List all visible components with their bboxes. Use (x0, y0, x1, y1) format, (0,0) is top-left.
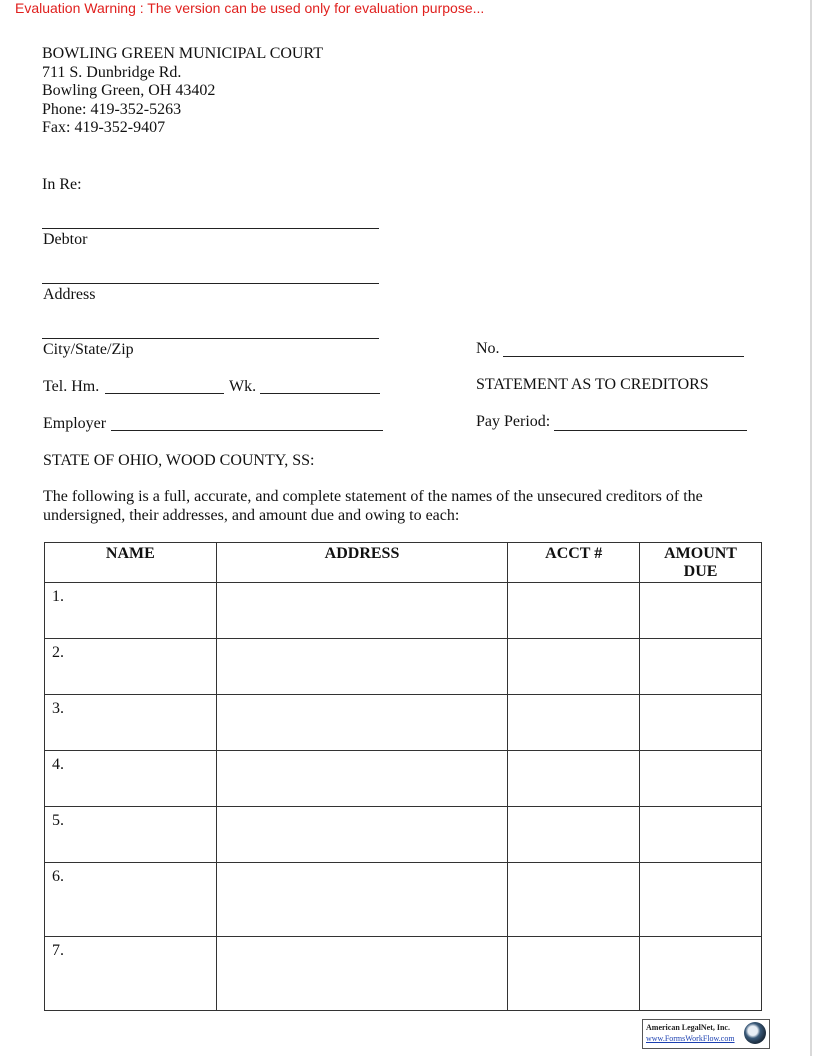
row-amount-cell[interactable] (640, 863, 762, 937)
row-address-cell[interactable] (216, 751, 508, 807)
row-name-cell[interactable]: 2. (45, 639, 217, 695)
globe-logo-icon (744, 1022, 766, 1044)
row-amount-cell[interactable] (640, 583, 762, 639)
row-amount-cell[interactable] (640, 937, 762, 1011)
row-address-cell[interactable] (216, 583, 508, 639)
tel-work-label: Wk. (229, 378, 257, 395)
pay-period-line[interactable] (554, 430, 747, 431)
forms-workflow-badge[interactable] (642, 1019, 770, 1049)
city-state-zip-line[interactable] (42, 338, 379, 339)
statement-paragraph: The following is a full, accurate, and complete statement of the names of the unsecured creditors of the undersigned, their addresses, and amount due and owing to each: (43, 488, 703, 524)
table-row (45, 751, 762, 807)
row-address-cell[interactable] (216, 863, 508, 937)
row-name-cell[interactable]: 3. (45, 695, 217, 751)
court-city: Bowling Green, OH 43402 (42, 82, 216, 100)
creditors-table (44, 542, 762, 1011)
row-acct-cell[interactable] (508, 807, 640, 863)
court-name: BOWLING GREEN MUNICIPAL COURT (42, 45, 323, 62)
table-row (45, 695, 762, 751)
row-name-cell[interactable]: 4. (45, 751, 217, 807)
employer-label: Employer (43, 415, 107, 432)
court-phone: Phone: 419-352-5263 (42, 100, 182, 118)
row-address-cell[interactable] (216, 937, 508, 1011)
court-street: 711 S. Dunbridge Rd. (42, 63, 182, 81)
row-amount-cell[interactable] (640, 751, 762, 807)
pay-period-label: Pay Period: (476, 413, 551, 430)
court-header (42, 45, 323, 138)
header-due: DUE (683, 563, 718, 580)
header-amount: AMOUNT (664, 545, 737, 562)
header-acct: ACCT # (508, 543, 640, 583)
employer-line[interactable] (111, 430, 383, 431)
tel-work-line[interactable] (260, 393, 380, 394)
debtor-label: Debtor (43, 231, 88, 248)
evaluation-warning: Evaluation Warning : The version can be used only for evaluation purpose... (15, 0, 485, 16)
row-acct-cell[interactable] (508, 937, 640, 1011)
row-amount-cell[interactable] (640, 639, 762, 695)
header-name: NAME (45, 543, 217, 583)
table-row (45, 863, 762, 937)
debtor-line[interactable] (42, 228, 379, 229)
row-address-cell[interactable] (216, 639, 508, 695)
row-acct-cell[interactable] (508, 863, 640, 937)
scrollbar[interactable] (810, 0, 812, 1056)
document-title: STATEMENT AS TO CREDITORS (476, 376, 709, 393)
tel-home-label: Tel. Hm. (43, 378, 100, 395)
table-row (45, 639, 762, 695)
in-re-label: In Re: (42, 176, 82, 193)
tel-home-line[interactable] (105, 393, 224, 394)
address-line[interactable] (42, 283, 379, 284)
case-number-label: No. (476, 340, 500, 357)
court-fax: Fax: 419-352-9407 (42, 119, 166, 137)
case-number-line[interactable] (503, 356, 744, 357)
row-name-cell[interactable]: 6. (45, 863, 217, 937)
row-name-cell[interactable]: 5. (45, 807, 217, 863)
row-amount-cell[interactable] (640, 695, 762, 751)
row-acct-cell[interactable] (508, 751, 640, 807)
row-acct-cell[interactable] (508, 639, 640, 695)
table-row (45, 807, 762, 863)
header-address: ADDRESS (216, 543, 508, 583)
table-row (45, 583, 762, 639)
row-name-cell[interactable]: 1. (45, 583, 217, 639)
badge-company: American LegalNet, Inc. (646, 1023, 730, 1032)
row-amount-cell[interactable] (640, 807, 762, 863)
row-acct-cell[interactable] (508, 583, 640, 639)
city-state-zip-label: City/State/Zip (43, 341, 134, 358)
row-acct-cell[interactable] (508, 695, 640, 751)
address-label: Address (43, 286, 96, 303)
row-address-cell[interactable] (216, 807, 508, 863)
row-name-cell[interactable]: 7. (45, 937, 217, 1011)
venue-statement: STATE OF OHIO, WOOD COUNTY, SS: (43, 452, 315, 469)
table-header-row (45, 543, 762, 583)
header-amount-due (640, 543, 762, 583)
table-row (45, 937, 762, 1011)
row-address-cell[interactable] (216, 695, 508, 751)
badge-url-link[interactable]: www.FormsWorkFlow.com (646, 1034, 735, 1043)
